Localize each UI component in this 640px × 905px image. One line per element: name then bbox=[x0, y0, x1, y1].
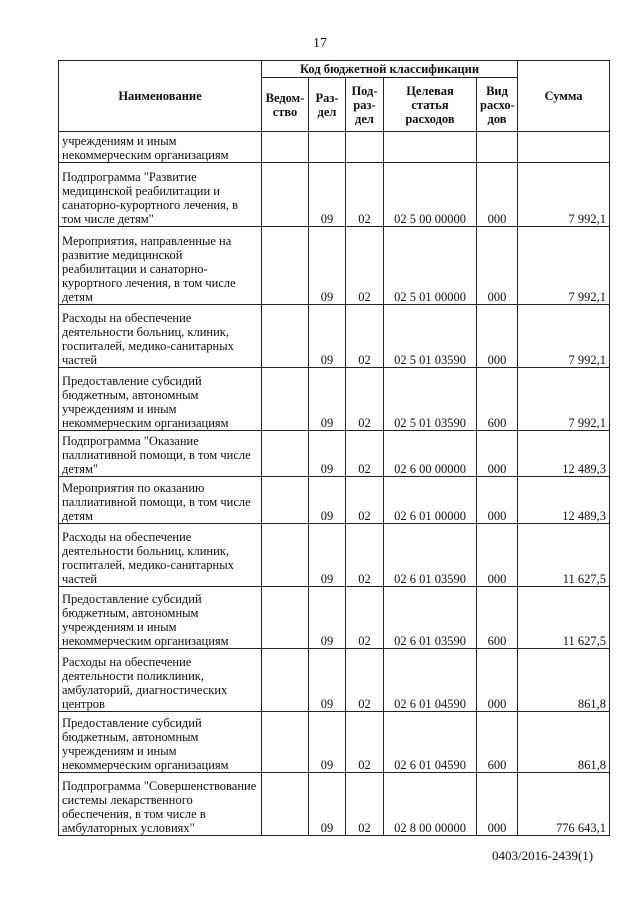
table-row bbox=[59, 163, 610, 227]
row-vedomstvo bbox=[262, 305, 309, 368]
budget-table bbox=[58, 60, 610, 836]
table-row bbox=[59, 587, 610, 649]
row-vid: 600 bbox=[477, 368, 518, 431]
row-vedomstvo bbox=[262, 712, 309, 773]
row-target bbox=[384, 132, 477, 163]
row-vid: 000 bbox=[477, 524, 518, 587]
row-vedomstvo bbox=[262, 132, 309, 163]
page-number: 17 bbox=[313, 36, 327, 51]
row-podrazdel bbox=[346, 132, 384, 163]
row-vid: 000 bbox=[477, 773, 518, 836]
row-target: 02 6 01 04590 bbox=[384, 712, 477, 773]
row-podrazdel: 02 bbox=[346, 773, 384, 836]
table-row bbox=[59, 132, 610, 163]
row-podrazdel: 02 bbox=[346, 368, 384, 431]
row-razdel: 09 bbox=[309, 305, 346, 368]
row-name: Расходы на обеспечение деятельности больниц, клиник, госпиталей, медико-санитарных частей bbox=[59, 305, 262, 368]
row-razdel: 09 bbox=[309, 227, 346, 305]
table-row bbox=[59, 712, 610, 773]
row-sum: 11 627,5 bbox=[518, 587, 610, 649]
row-razdel: 09 bbox=[309, 524, 346, 587]
row-razdel: 09 bbox=[309, 712, 346, 773]
header-sum: Сумма bbox=[518, 61, 610, 132]
row-vid: 000 bbox=[477, 163, 518, 227]
row-target: 02 5 01 03590 bbox=[384, 305, 477, 368]
row-name: Подпрограмма "Развитие медицинской реабилитации и санаторно-курортного лечения, в том числе детям" bbox=[59, 163, 262, 227]
row-sum: 776 643,1 bbox=[518, 773, 610, 836]
row-vedomstvo bbox=[262, 524, 309, 587]
row-target: 02 6 01 03590 bbox=[384, 587, 477, 649]
row-vedomstvo bbox=[262, 773, 309, 836]
row-vedomstvo bbox=[262, 227, 309, 305]
row-name: Расходы на обеспечение деятельности поликлиник, амбулаторий, диагностических центров bbox=[59, 649, 262, 712]
table-row bbox=[59, 431, 610, 477]
header-name: Наименование bbox=[59, 61, 262, 132]
row-name: Предоставление субсидий бюджетным, автономным учреждениям и иным некоммерческим организациям bbox=[59, 587, 262, 649]
row-razdel bbox=[309, 132, 346, 163]
row-podrazdel: 02 bbox=[346, 477, 384, 524]
row-target: 02 6 01 03590 bbox=[384, 524, 477, 587]
row-target: 02 8 00 00000 bbox=[384, 773, 477, 836]
row-vid bbox=[477, 132, 518, 163]
row-razdel: 09 bbox=[309, 649, 346, 712]
row-name: Предоставление субсидий бюджетным, автономным учреждениям и иным некоммерческим организациям bbox=[59, 712, 262, 773]
row-sum bbox=[518, 132, 610, 163]
row-podrazdel: 02 bbox=[346, 649, 384, 712]
table-row bbox=[59, 773, 610, 836]
table-row bbox=[59, 227, 610, 305]
row-name: Предоставление субсидий бюджетным, автономным учреждениям и иным некоммерческим организациям bbox=[59, 368, 262, 431]
row-razdel: 09 bbox=[309, 368, 346, 431]
row-name: Подпрограмма "Оказание паллиативной помощи, в том числе детям" bbox=[59, 431, 262, 477]
row-name: учреждениям и иным некоммерческим организациям bbox=[59, 132, 262, 163]
row-vid: 000 bbox=[477, 431, 518, 477]
row-vedomstvo bbox=[262, 163, 309, 227]
row-podrazdel: 02 bbox=[346, 524, 384, 587]
row-name: Расходы на обеспечение деятельности больниц, клиник, госпиталей, медико-санитарных частей bbox=[59, 524, 262, 587]
row-sum: 7 992,1 bbox=[518, 227, 610, 305]
row-razdel: 09 bbox=[309, 431, 346, 477]
row-sum: 861,8 bbox=[518, 649, 610, 712]
row-vid: 000 bbox=[477, 227, 518, 305]
document-code: 0403/2016-2439(1) bbox=[492, 848, 594, 863]
row-vid: 600 bbox=[477, 712, 518, 773]
table-row bbox=[59, 524, 610, 587]
row-target: 02 5 01 03590 bbox=[384, 368, 477, 431]
row-vid: 000 bbox=[477, 477, 518, 524]
row-podrazdel: 02 bbox=[346, 163, 384, 227]
table-row bbox=[59, 477, 610, 524]
table-row bbox=[59, 368, 610, 431]
header-vid: Вид расхо-дов bbox=[477, 78, 518, 132]
row-vedomstvo bbox=[262, 587, 309, 649]
row-name: Подпрограмма "Совершенствование системы лекарственного обеспечения, в том числе в амбулаторных условиях" bbox=[59, 773, 262, 836]
row-sum: 12 489,3 bbox=[518, 477, 610, 524]
table-row bbox=[59, 305, 610, 368]
header-code-group: Код бюджетной классификации bbox=[262, 61, 518, 78]
row-podrazdel: 02 bbox=[346, 712, 384, 773]
row-podrazdel: 02 bbox=[346, 305, 384, 368]
row-razdel: 09 bbox=[309, 477, 346, 524]
row-vedomstvo bbox=[262, 431, 309, 477]
row-sum: 861,8 bbox=[518, 712, 610, 773]
row-target: 02 6 01 00000 bbox=[384, 477, 477, 524]
row-vedomstvo bbox=[262, 477, 309, 524]
row-target: 02 5 00 00000 bbox=[384, 163, 477, 227]
row-target: 02 6 00 00000 bbox=[384, 431, 477, 477]
row-vid: 000 bbox=[477, 305, 518, 368]
table-row bbox=[59, 649, 610, 712]
row-name: Мероприятия по оказанию паллиативной помощи, в том числе детям bbox=[59, 477, 262, 524]
row-sum: 11 627,5 bbox=[518, 524, 610, 587]
row-vedomstvo bbox=[262, 368, 309, 431]
row-name: Мероприятия, направленные на развитие медицинской реабилитации и санаторно-курортного лечения, в том числе детям bbox=[59, 227, 262, 305]
header-target: Целевая статья расходов bbox=[384, 78, 477, 132]
row-razdel: 09 bbox=[309, 773, 346, 836]
row-vid: 000 bbox=[477, 649, 518, 712]
row-sum: 7 992,1 bbox=[518, 163, 610, 227]
row-sum: 7 992,1 bbox=[518, 368, 610, 431]
row-podrazdel: 02 bbox=[346, 227, 384, 305]
header-vedomstvo: Ведом-ство bbox=[262, 78, 309, 132]
row-vid: 600 bbox=[477, 587, 518, 649]
row-target: 02 6 01 04590 bbox=[384, 649, 477, 712]
header-podrazdel: Под-раз-дел bbox=[346, 78, 384, 132]
row-target: 02 5 01 00000 bbox=[384, 227, 477, 305]
row-podrazdel: 02 bbox=[346, 587, 384, 649]
row-razdel: 09 bbox=[309, 587, 346, 649]
row-sum: 7 992,1 bbox=[518, 305, 610, 368]
row-razdel: 09 bbox=[309, 163, 346, 227]
row-sum: 12 489,3 bbox=[518, 431, 610, 477]
row-podrazdel: 02 bbox=[346, 431, 384, 477]
header-razdel: Раз-дел bbox=[309, 78, 346, 132]
row-vedomstvo bbox=[262, 649, 309, 712]
